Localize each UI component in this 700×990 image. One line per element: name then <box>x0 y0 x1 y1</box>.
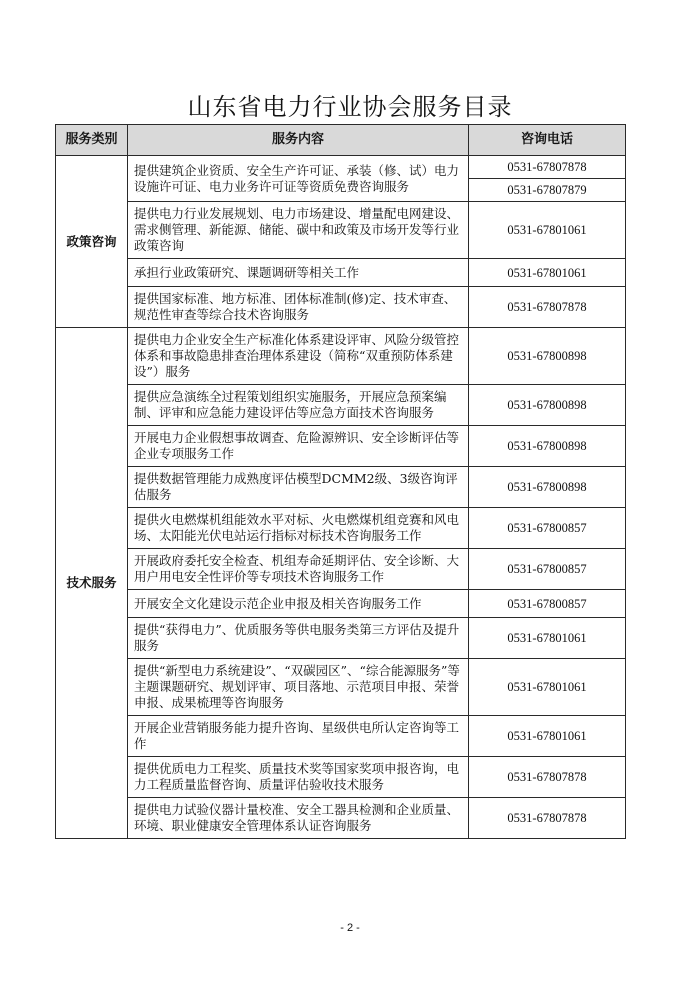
service-content: 提供数据管理能力成熟度评估模型DCMM2级、3级咨询评估服务 <box>128 467 469 508</box>
service-content: 承担行业政策研究、课题调研等相关工作 <box>128 259 469 287</box>
phone-number: 0531-67800857 <box>469 549 626 590</box>
table-row <box>56 156 626 179</box>
table-row <box>56 259 626 287</box>
phone-number: 0531-67800898 <box>469 385 626 426</box>
service-catalog-table <box>55 124 626 839</box>
table-row <box>56 508 626 549</box>
phone-number: 0531-67800898 <box>469 426 626 467</box>
phone-number: 0531-67801061 <box>469 716 626 757</box>
table-row <box>56 287 626 328</box>
table-row <box>56 549 626 590</box>
page-title: 山东省电力行业协会服务目录 <box>187 93 513 121</box>
service-content: 提供“新型电力系统建设”、“双碳园区”、“综合能源服务”等主题课题研究、规划评审、项目落地、示范项目申报、荣誉申报、成果梳理等咨询服务 <box>128 659 469 716</box>
phone-number: 0531-67807878 <box>469 156 626 179</box>
phone-number: 0531-67800857 <box>469 590 626 618</box>
header-phone: 咨询电话 <box>469 125 626 156</box>
service-content: 提供电力行业发展规划、电力市场建设、增量配电网建设、需求侧管理、新能源、储能、碳中和政策及市场开发等行业政策咨询 <box>128 202 469 259</box>
service-content: 提供应急演练全过程策划组织实施服务，开展应急预案编制、评审和应急能力建设评估等应急方面技术咨询服务 <box>128 385 469 426</box>
service-content: 开展安全文化建设示范企业申报及相关咨询服务工作 <box>128 590 469 618</box>
phone-number: 0531-67801061 <box>469 618 626 659</box>
service-content: 开展企业营销服务能力提升咨询、星级供电所认定咨询等工作 <box>128 716 469 757</box>
table-row <box>56 328 626 385</box>
service-content: 开展电力企业假想事故调查、危险源辨识、安全诊断评估等企业专项服务工作 <box>128 426 469 467</box>
page-number: - 2 - <box>340 922 360 934</box>
table-row <box>56 618 626 659</box>
header-content: 服务内容 <box>128 125 469 156</box>
phone-number: 0531-67807879 <box>469 179 626 202</box>
table-row <box>56 590 626 618</box>
table-row <box>56 385 626 426</box>
phone-number: 0531-67801061 <box>469 659 626 716</box>
phone-number: 0531-67800898 <box>469 467 626 508</box>
phone-number: 0531-67800857 <box>469 508 626 549</box>
service-content: 提供国家标准、地方标准、团体标准制(修)定、技术审查、规范性审查等综合技术咨询服务 <box>128 287 469 328</box>
service-content: 开展政府委托安全检查、机组寿命延期评估、安全诊断、大用户用电安全性评价等专项技术咨询服务工作 <box>128 549 469 590</box>
phone-number: 0531-67807878 <box>469 757 626 798</box>
table-row <box>56 716 626 757</box>
table-row <box>56 659 626 716</box>
service-content: 提供优质电力工程奖、质量技术奖等国家奖项申报咨询，电力工程质量监督咨询、质量评估验收技术服务 <box>128 757 469 798</box>
table-row <box>56 202 626 259</box>
table-row <box>56 798 626 839</box>
category-technical: 技术服务 <box>56 328 128 839</box>
service-content: 提供“获得电力”、优质服务等供电服务类第三方评估及提升服务 <box>128 618 469 659</box>
table-row <box>56 757 626 798</box>
service-content: 提供电力企业安全生产标准化体系建设评审、风险分级管控体系和事故隐患排查治理体系建设（简称“双重预防体系建设”）服务 <box>128 328 469 385</box>
header-category: 服务类别 <box>56 125 128 156</box>
phone-number: 0531-67807878 <box>469 798 626 839</box>
phone-number: 0531-67800898 <box>469 328 626 385</box>
table-row <box>56 467 626 508</box>
table-header-row <box>56 125 626 156</box>
service-content: 提供电力试验仪器计量校准、安全工器具检测和企业质量、环境、职业健康安全管理体系认证咨询服务 <box>128 798 469 839</box>
phone-number: 0531-67801061 <box>469 202 626 259</box>
phone-number: 0531-67801061 <box>469 259 626 287</box>
table-row <box>56 426 626 467</box>
category-policy: 政策咨询 <box>56 156 128 328</box>
phone-number: 0531-67807878 <box>469 287 626 328</box>
service-content: 提供火电燃煤机组能效水平对标、火电燃煤机组竞赛和风电场、太阳能光伏电站运行指标对标技术咨询服务工作 <box>128 508 469 549</box>
service-content: 提供建筑企业资质、安全生产许可证、承装（修、试）电力设施许可证、电力业务许可证等资质免费咨询服务 <box>128 156 469 202</box>
